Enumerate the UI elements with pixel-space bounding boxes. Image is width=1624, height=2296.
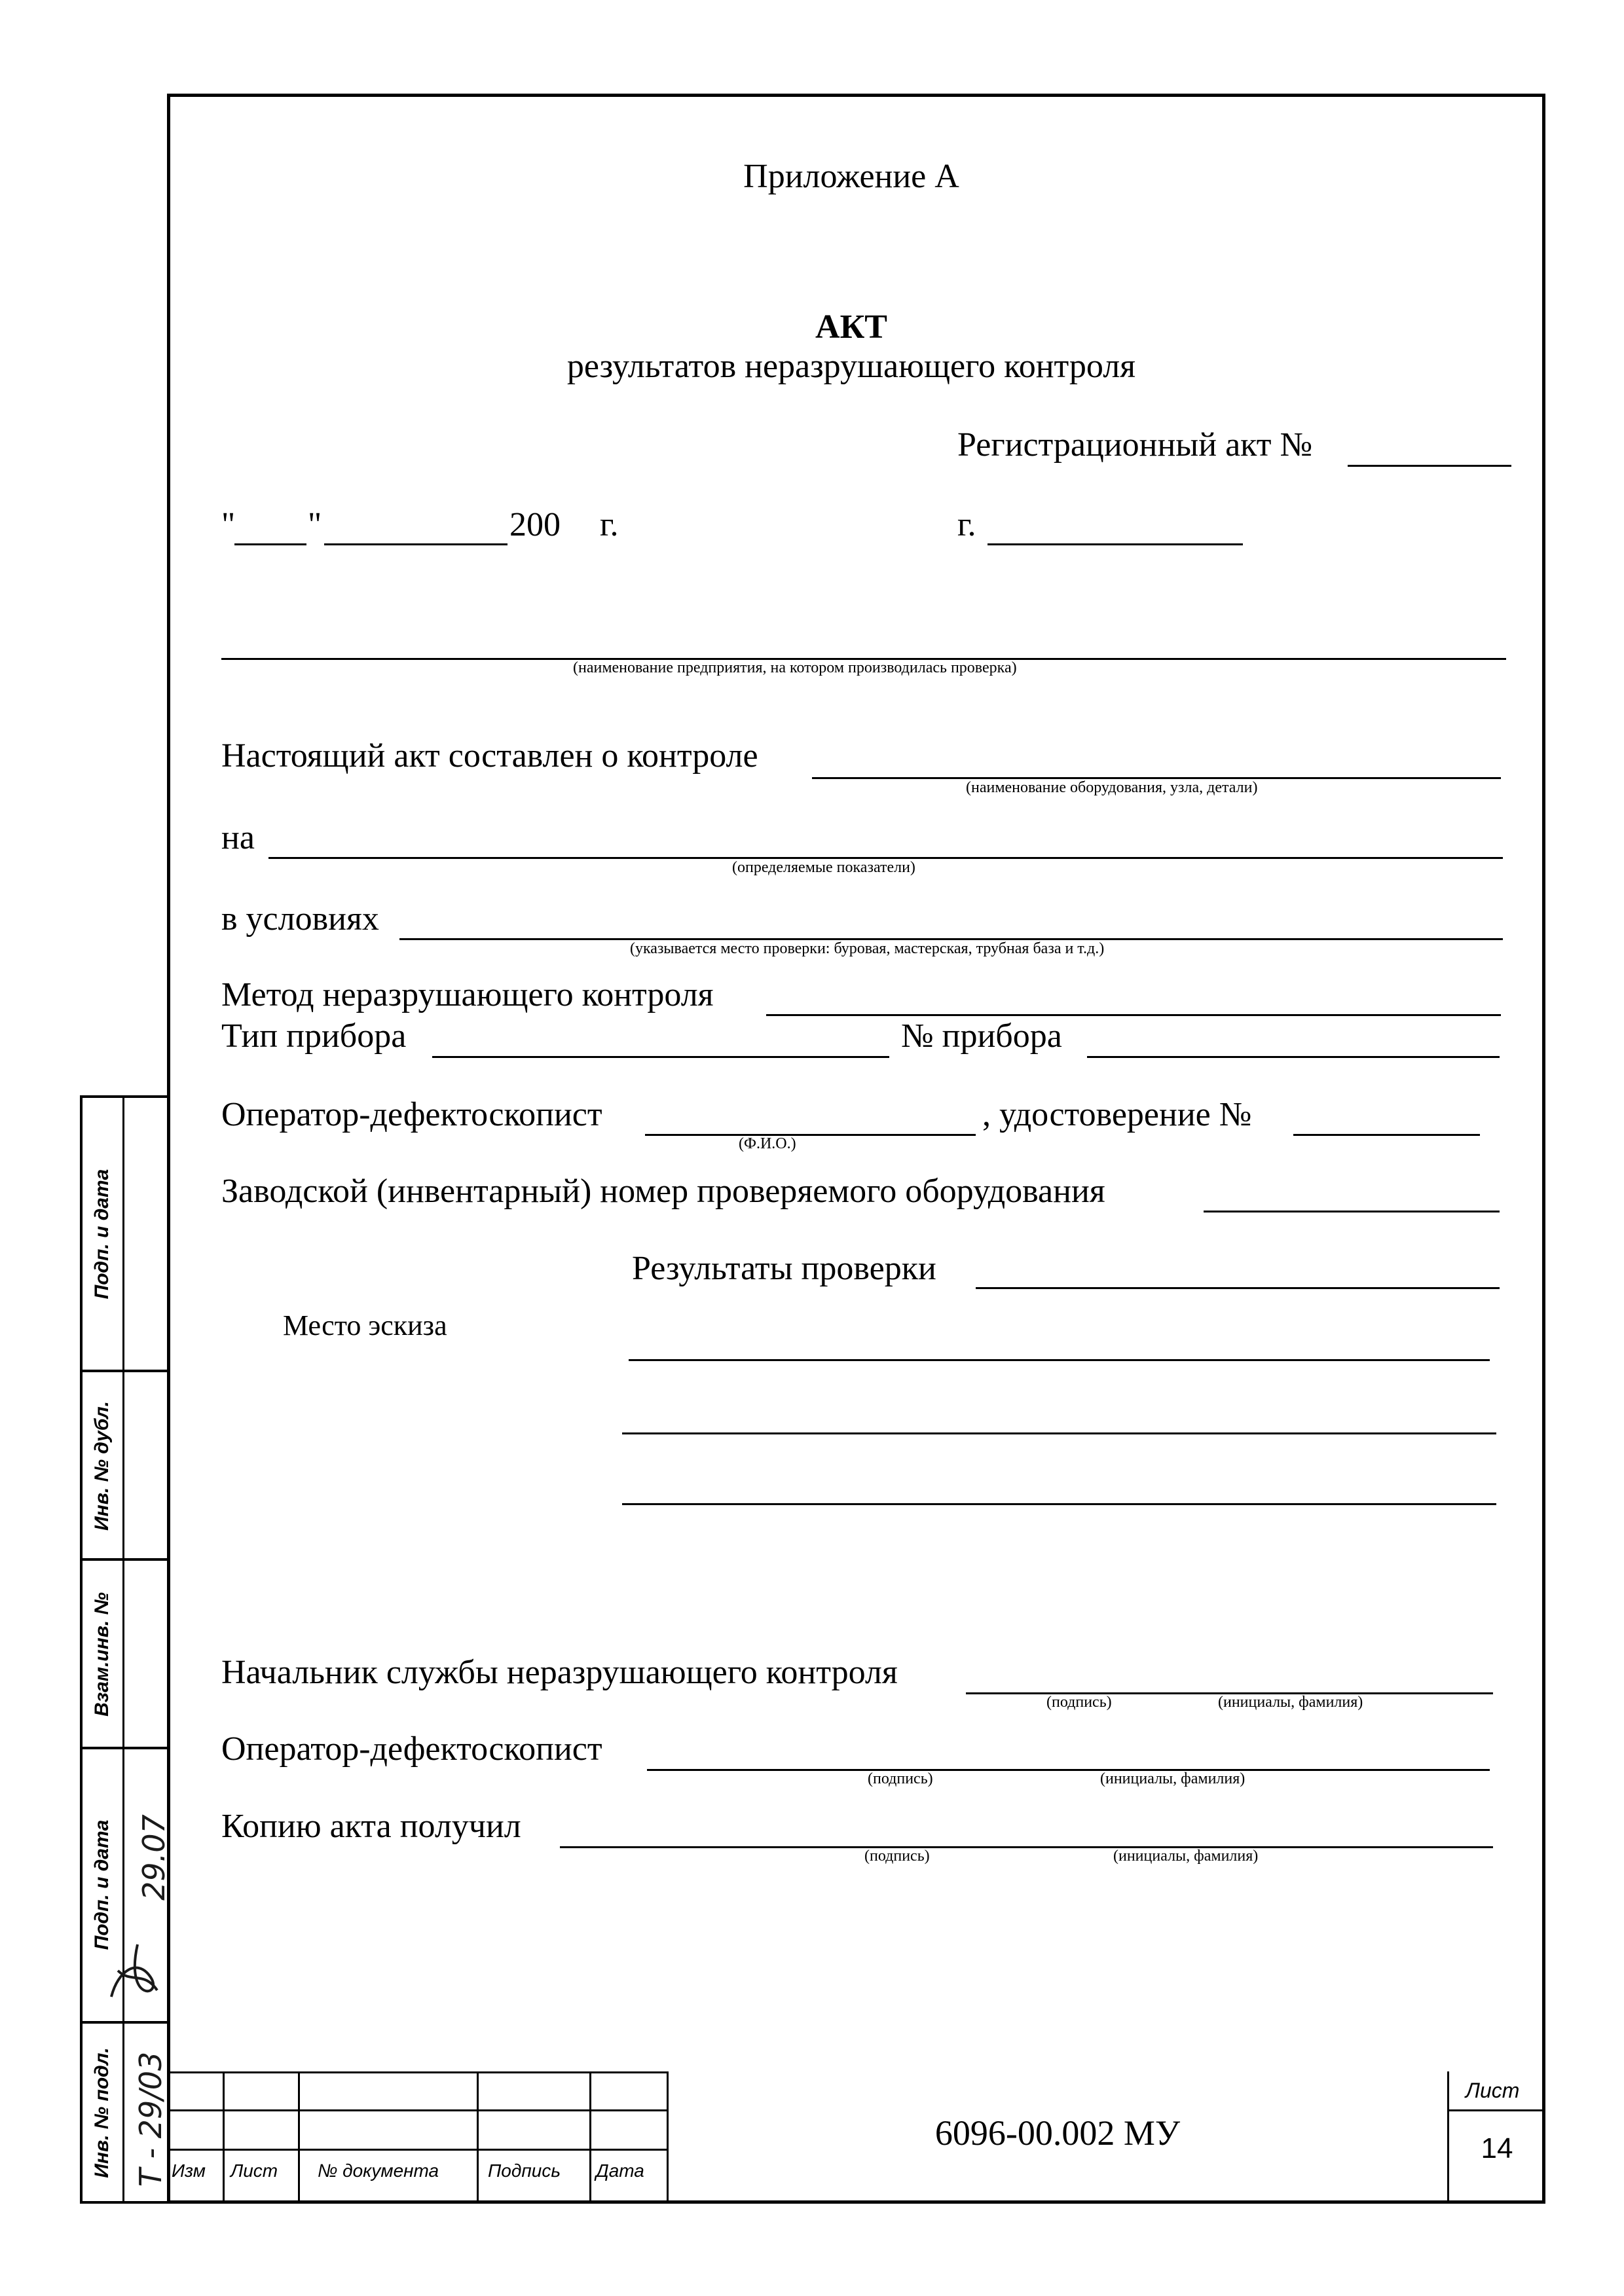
day-field[interactable] [234,543,306,545]
results-field-4[interactable] [622,1503,1496,1505]
on-label: на [221,819,255,856]
year-field[interactable] [562,543,595,545]
copy-sign-field[interactable] [560,1846,1493,1848]
reg-act-label: Регистрационный акт № [957,426,1313,464]
operator-sign-field[interactable] [647,1769,1490,1771]
city-field[interactable] [987,543,1243,545]
device-type-label: Тип прибора [221,1017,407,1055]
page-frame [167,94,1545,2204]
city-prefix: г. [957,506,976,543]
tb-col-line-4 [589,2071,591,2204]
doc-code: 6096-00.002 МУ [934,2113,1181,2153]
year-prefix: 200 [509,506,561,543]
month-field[interactable] [324,543,507,545]
operator-sign-hint: (подпись) [868,1770,933,1787]
year-suffix: г. [600,506,619,543]
tb-row-line-3 [167,2149,668,2151]
sketch-label: Место эскиза [283,1309,447,1341]
device-no-field[interactable] [1087,1056,1500,1058]
results-field-1[interactable] [976,1287,1500,1289]
tb-col-sign: Подпись [488,2160,561,2181]
act-subtitle: результатов неразрушающего контроля [566,348,1136,385]
copy-sign-hint: (подпись) [864,1848,930,1865]
enterprise-hint: (наименование предприятия, на котором производилась проверка) [573,659,1017,676]
operator-sign-label: Оператор-дефектоскопист [221,1730,602,1768]
handwritten-date: 29.07 [136,1814,172,1901]
results-field-3[interactable] [622,1432,1496,1434]
act-title: АКТ [815,308,887,346]
results-field-2[interactable] [629,1359,1490,1361]
indicators-hint: (определяемые показатели) [732,859,915,876]
method-label: Метод неразрушающего контроля [221,976,714,1013]
fio-hint: (Ф.И.О.) [739,1135,796,1152]
tb-col-izm: Изм [172,2160,206,2181]
tb-col-doc: № документа [318,2160,439,2181]
strip-label-inv-orig: Инв. № подл. [91,2047,113,2178]
strip-label-inv-dubl: Инв. № дубл. [91,1401,113,1531]
device-type-field[interactable] [432,1056,889,1058]
handwritten-inv-number: Т - 29/03 [133,2051,168,2187]
certificate-label: , удостоверение № [982,1096,1252,1133]
copy-initials-hint: (инициалы, фамилия) [1113,1848,1259,1865]
equipment-hint: (наименование оборудования, узла, детали) [966,779,1258,796]
conditions-hint: (указывается место проверки: буровая, мастерская, трубная база и т.д.) [630,940,1105,957]
strip-label-vzam: Взам.инв. № [91,1592,113,1717]
copy-label: Копию акта получил [221,1808,521,1845]
chief-initials-hint: (инициалы, фамилия) [1218,1694,1363,1711]
serial-field[interactable] [1204,1211,1500,1212]
tb-col-line-1 [223,2071,225,2204]
tb-col-line-2 [298,2071,300,2204]
conditions-label: в условиях [221,900,379,938]
control-label: Настоящий акт составлен о контроле [221,737,758,774]
handwritten-signature-icon [98,1931,170,2010]
operator-name-field[interactable] [645,1134,976,1136]
tb-col-list: Лист [231,2160,278,2181]
chief-label: Начальник службы неразрушающего контроля [221,1654,898,1691]
results-label: Результаты проверки [632,1250,936,1287]
tb-col-date: Дата [596,2160,644,2181]
appendix-label: Приложение А [743,158,959,195]
reg-act-field[interactable] [1348,465,1511,467]
method-field[interactable] [766,1014,1501,1016]
certificate-field[interactable] [1293,1134,1480,1136]
date-quote-close: " [308,506,322,543]
device-no-label: № прибора [901,1017,1062,1055]
tb-sheet-line [1447,2109,1545,2111]
sheet-label: Лист [1466,2079,1520,2102]
operator-label: Оператор-дефектоскопист [221,1096,602,1133]
tb-row-line-2 [167,2109,668,2111]
tb-col-line-3 [477,2071,479,2204]
chief-sign-hint: (подпись) [1046,1694,1112,1711]
sheet-number: 14 [1481,2132,1513,2164]
strip-label-sign-date-2: Подп. и дата [91,1819,113,1950]
strip-label-sign-date-1: Подп. и дата [91,1169,113,1300]
tb-row-line-1 [167,2071,668,2073]
serial-label: Заводской (инвентарный) номер проверяемого оборудования [221,1173,1105,1210]
date-quote-open: " [221,506,236,543]
operator-initials-hint: (инициалы, фамилия) [1100,1770,1246,1787]
